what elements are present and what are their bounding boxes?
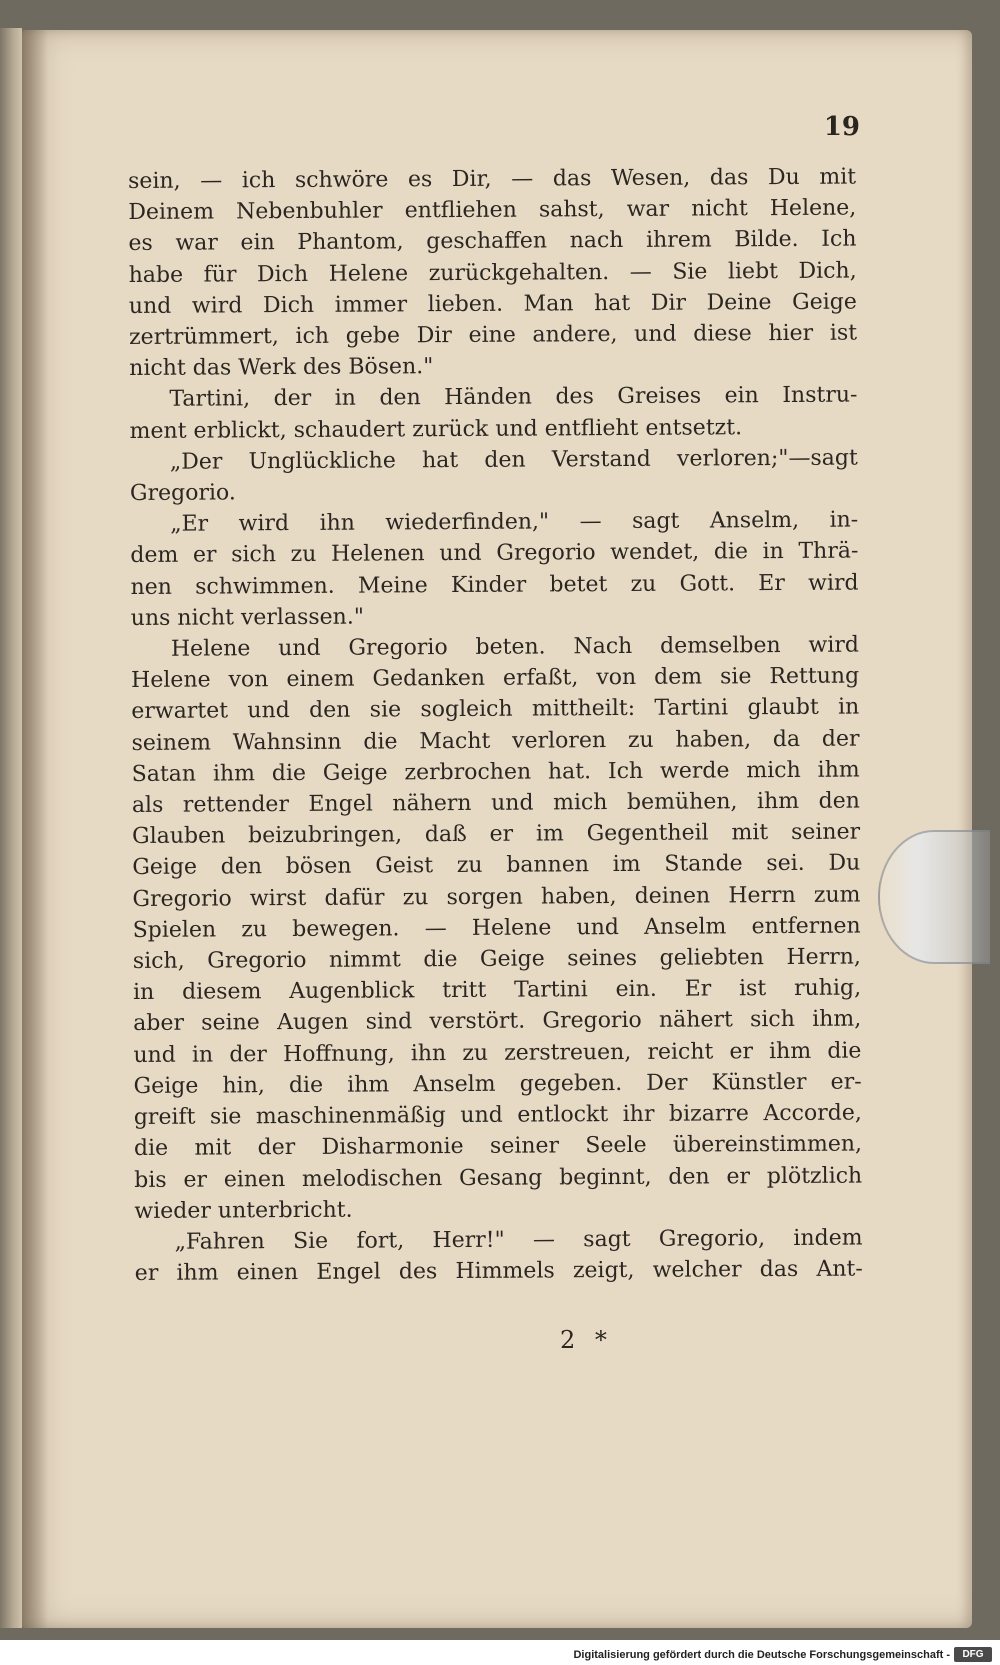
- text-line: zertrümmert, ich gebe Dir eine andere, und diese hier ist: [128, 320, 858, 351]
- text-line: „Fahren Sie fort, Herr!" — sagt Gregorio, indem: [174, 1225, 863, 1255]
- text-line: Gregorio wirst dafür zu sorgen haben, deinen Herrn zum: [132, 882, 861, 912]
- text-line: Helene von einem Gedanken erfaßt, von dem sie Rettung: [131, 663, 860, 694]
- text-line: Spielen zu bewegen. — Helene und Anselm entfernen: [132, 913, 861, 943]
- text-line: Geige den bösen Geist zu bannen im Stande sei. Du: [132, 851, 861, 881]
- text-line: er ihm einen Engel des Himmels zeigt, welcher das Ant-: [134, 1256, 863, 1287]
- text-line: Geige hin, die ihm Anselm gegeben. Der Künstler er-: [133, 1069, 862, 1099]
- text-line: bis er einen melodischen Gesang beginnt, den er plötzlich: [134, 1163, 863, 1193]
- text-line: habe für Dich Helene zurückgehalten. — Sie liebt Dich,: [128, 258, 857, 288]
- text-line: Satan ihm die Geige zerbrochen hat. Ich werde mich ihm: [131, 757, 860, 787]
- text-line: in diesem Augenblick tritt Tartini ein. Er ist ruhig,: [132, 975, 862, 1006]
- dfg-logo: [954, 1647, 992, 1662]
- text-line: wieder unterbricht.: [134, 1197, 353, 1224]
- dfg-logo-text: DFG: [962, 1649, 984, 1660]
- text-line: es war ein Phantom, geschaffen nach ihrem Bilde. Ich: [128, 226, 857, 257]
- text-line: die mit der Disharmonie seiner Seele übereinstimmen,: [133, 1131, 863, 1162]
- text-line: uns nicht verlassen.": [130, 604, 364, 631]
- text-line: dem er sich zu Helenen und Gregorio wendet, die in Thrä-: [130, 538, 859, 569]
- text-line: sich, Gregorio nimmt die Geige seines geliebten Herrn,: [132, 944, 861, 975]
- text-line: greift sie maschinenmäßig und entlockt ihr bizarre Accorde,: [133, 1100, 862, 1131]
- text-line: Helene und Gregorio beten. Nach demselben wird: [170, 632, 860, 662]
- text-line: erwartet und den sie sogleich mittheilt: Tartini glaubt in: [131, 694, 860, 725]
- text-line: Tartini, der in den Händen des Greises ein Instru-: [169, 382, 858, 413]
- text-line: seinem Wahnsinn die Macht verloren zu haben, da der: [131, 726, 860, 756]
- text-line: ment erblickt, schaudert zurück und entflieht entsetzt.: [129, 414, 743, 444]
- digitization-credit: Digitalisierung gefördert durch die Deutsche Forschungsgemeinschaft -: [573, 1649, 950, 1661]
- text-line: nicht das Werk des Bösen.": [129, 354, 434, 382]
- text-line: Glauben beizubringen, daß er im Gegentheil mit seiner: [132, 819, 861, 850]
- previous-page-edge: [0, 28, 22, 1628]
- page-number: 19: [823, 112, 860, 142]
- text-line: Gregorio.: [129, 480, 236, 507]
- text-line: aber seine Augen sind verstört. Gregorio nähert sich ihm,: [133, 1007, 862, 1037]
- text-line: und in der Hoffnung, ihn zu zerstreuen, reicht er ihm die: [133, 1038, 862, 1068]
- text-line: und wird Dich immer lieben. Man hat Dir Deine Geige: [128, 289, 857, 319]
- text-line: als rettender Engel nähern und mich bemühen, ihm den: [131, 788, 860, 819]
- page-clip-icon: [878, 830, 990, 964]
- text-line: „Der Unglückliche hat den Verstand verloren;"—sagt: [169, 445, 858, 475]
- text-line: Deinem Nebenbuhler entfliehen sahst, war nicht Helene,: [128, 195, 857, 226]
- text-line: nen schwimmen. Meine Kinder betet zu Gott. Er wird: [130, 570, 859, 600]
- text-line: „Er wird ihn wiederfinden," — sagt Anselm, in-: [170, 507, 859, 537]
- text-line: sein, — ich schwöre es Dir, — das Wesen, das Du mit: [128, 164, 857, 194]
- printer-signature-mark: 2 *: [560, 1326, 613, 1354]
- body-text: [128, 162, 863, 1290]
- page-gutter-shadow: [22, 30, 48, 1628]
